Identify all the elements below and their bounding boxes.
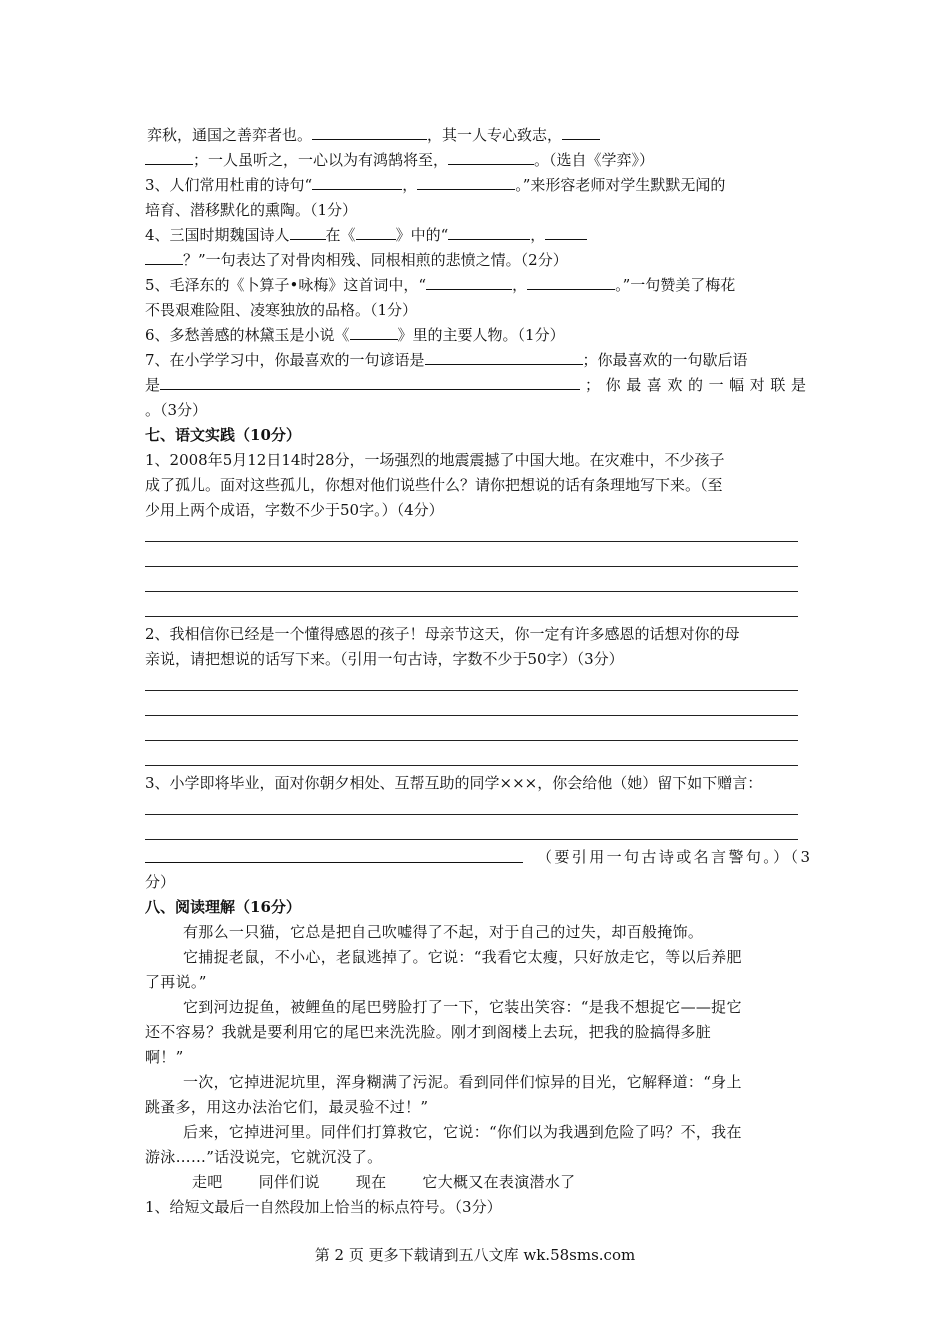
- q7-text-a: 7、在小学学习中，你最喜欢的一句谚语是: [145, 351, 425, 369]
- answer-line[interactable]: [145, 715, 798, 716]
- blank[interactable]: [426, 274, 512, 290]
- q2-text-a: 弈秋，通国之善弈者也。: [147, 126, 313, 144]
- gap-word: 走吧: [192, 1173, 223, 1191]
- s7-p1-line3: 少用上两个成语，字数不少于50字。）（4分）: [145, 501, 444, 519]
- story-line: 跳蚤多，用这办法治它们，最灵验不过！”: [145, 1098, 429, 1116]
- s7-p3-end-line: [145, 846, 810, 869]
- answer-line[interactable]: [145, 765, 798, 766]
- story-line: 后来，它掉进河里。同伴们打算救它，它说：“你们以为我遇到危险了吗？不，我在: [183, 1123, 742, 1141]
- story-line: 还不容易？我就是要利用它的尾巴来洗洗脸。刚才到阁楼上去玩，把我的脸搞得多脏: [145, 1023, 712, 1041]
- answer-line[interactable]: [145, 839, 798, 840]
- gap-word: 现在: [355, 1173, 387, 1191]
- gap-word: 它大概又在表演潜水了: [422, 1173, 576, 1191]
- story-gap-line: [192, 1171, 857, 1194]
- blank[interactable]: [527, 274, 615, 290]
- q4-line2: [145, 249, 810, 271]
- s7-p3-end2: 分）: [145, 873, 176, 891]
- story-line: 它到河边捉鱼，被鲤鱼的尾巴劈脸打了一下，它装出笑容：“是我不想捉它——捉它: [183, 998, 742, 1016]
- q6-text-a: 6、多愁善感的林黛玉是小说《: [145, 326, 350, 344]
- q3-line1: [145, 174, 810, 196]
- s7-p3-line1: 3、小学即将毕业，面对你朝夕相处、互帮互助的同学×××，你会给他（她）留下如下赠言：: [145, 774, 763, 792]
- story-line: 游泳……”话没说完，它就沉没了。: [145, 1148, 383, 1166]
- q7-char: 喜: [646, 376, 662, 394]
- blank[interactable]: [448, 224, 530, 240]
- q7-char: ；: [585, 376, 601, 394]
- s7-p1-line1: 1、2008年5月12日14时28分，一场强烈的地震震撼了中国大地。在灾难中，不少孩子: [145, 451, 725, 469]
- blank[interactable]: [425, 349, 583, 365]
- section-8-title: 八、阅读理解（16分）: [145, 898, 301, 916]
- q5-text-a: 5、毛泽东的《卜算子•咏梅》这首词中，“: [145, 276, 427, 294]
- q2-text-b: ，其一人专心致志，: [427, 126, 563, 144]
- q2-line2: [145, 149, 810, 171]
- q3-text-c: 。”来形容老师对学生默默无闻的: [515, 176, 726, 194]
- story-line: 啊！”: [145, 1048, 184, 1066]
- q2-text-c: ；一人虽听之，一心以为有鸿鹄将至，: [193, 151, 449, 169]
- gap-word: 同伴们说: [258, 1173, 320, 1191]
- q7-text-d: [585, 374, 806, 396]
- section-7-title: 七、语文实践（10分）: [145, 426, 301, 444]
- q7-char: 联: [770, 376, 786, 394]
- story-line: 它捕捉老鼠，不小心，老鼠逃掉了。它说：“我看它太瘦，只好放走它，等以后养肥: [183, 948, 742, 966]
- q7-text-b: ；你最喜欢的一句歇后语: [582, 351, 748, 369]
- blank[interactable]: [448, 149, 534, 165]
- q7-line2: [145, 374, 810, 396]
- blank[interactable]: [562, 124, 600, 140]
- q4-text-d: ，: [530, 226, 546, 244]
- q4-line1: [145, 224, 810, 246]
- s7-p2-line2: 亲说，请把想说的话写下来。（引用一句古诗，字数不少于50字）（3分）: [145, 650, 624, 668]
- q4-text-e: ？”一句表达了对骨肉相残、同根相煎的悲愤之情。（2分）: [183, 251, 568, 269]
- answer-line[interactable]: [145, 566, 798, 567]
- blank[interactable]: [290, 224, 326, 240]
- q5-text-b: ，: [512, 276, 528, 294]
- blank[interactable]: [312, 174, 402, 190]
- q6-line: [145, 324, 810, 346]
- answer-line[interactable]: [145, 616, 798, 617]
- blank[interactable]: [145, 249, 183, 265]
- blank[interactable]: [356, 224, 396, 240]
- q7-char: 幅: [729, 376, 745, 394]
- q3-text-a: 3、人们常用杜甫的诗句“: [145, 176, 313, 194]
- s7-p1-line2: 成了孤儿。面对这些孤儿，你想对他们说些什么？请你把想说的话有条理地写下来。（至: [145, 476, 723, 494]
- q7-char: 最: [626, 376, 642, 394]
- s8-q1: 1、给短文最后一自然段加上恰当的标点符号。（3分）: [145, 1198, 502, 1216]
- q7-char: 对: [749, 376, 765, 394]
- answer-line[interactable]: [145, 814, 798, 815]
- s7-p3-end-text: （要引用一句古诗或名言警句。）（3: [537, 848, 810, 866]
- blank[interactable]: [312, 124, 427, 140]
- q7-line1: [145, 349, 810, 371]
- q7-char: 欢: [667, 376, 683, 394]
- q5-line1: [145, 274, 810, 296]
- q2-line1: [147, 124, 812, 146]
- q7-text-c: 是: [145, 376, 161, 394]
- answer-line[interactable]: [145, 740, 798, 741]
- q2-text-d: 。（选自《学弈》）: [534, 151, 655, 169]
- q5-text-c: 。”一句赞美了梅花: [615, 276, 736, 294]
- q4-text-b: 在《: [325, 226, 356, 244]
- q7-char: 你: [605, 376, 621, 394]
- answer-line[interactable]: [145, 591, 798, 592]
- blank[interactable]: [350, 324, 398, 340]
- s7-p2-line1: 2、我相信你已经是一个懂得感恩的孩子！母亲节这天，你一定有许多感恩的话想对你的母: [145, 625, 740, 643]
- q7-line3: 。（3分）: [145, 401, 208, 419]
- blank[interactable]: [417, 174, 515, 190]
- q6-text-b: 》里的主要人物。（1分）: [397, 326, 565, 344]
- blank[interactable]: [145, 846, 523, 863]
- story-line: 有那么一只猫，它总是把自己吹嘘得了不起，对于自己的过失，却百般掩饰。: [183, 923, 704, 941]
- answer-line[interactable]: [145, 690, 798, 691]
- blank[interactable]: [145, 149, 193, 165]
- q5-line2: 不畏艰难险阻、凌寒独放的品格。（1分）: [145, 301, 418, 319]
- page-footer: 第 2 页 更多下载请到五八文库 wk.58sms.com: [314, 1246, 636, 1264]
- q3-line2: 培育、潜移默化的熏陶。（1分）: [145, 201, 358, 219]
- story-line: 了再说。”: [145, 973, 207, 991]
- q7-char: 是: [790, 376, 806, 394]
- story-line: 一次，它掉进泥坑里，浑身糊满了污泥。看到同伴们惊异的目光，它解释道：“身上: [183, 1073, 742, 1091]
- blank[interactable]: [160, 374, 580, 390]
- blank[interactable]: [545, 224, 587, 240]
- q7-char: 的: [687, 376, 703, 394]
- q3-text-b: ，: [402, 176, 418, 194]
- answer-line[interactable]: [145, 541, 798, 542]
- q7-char: 一: [708, 376, 724, 394]
- q4-text-a: 4、三国时期魏国诗人: [145, 226, 290, 244]
- q4-text-c: 》中的“: [395, 226, 449, 244]
